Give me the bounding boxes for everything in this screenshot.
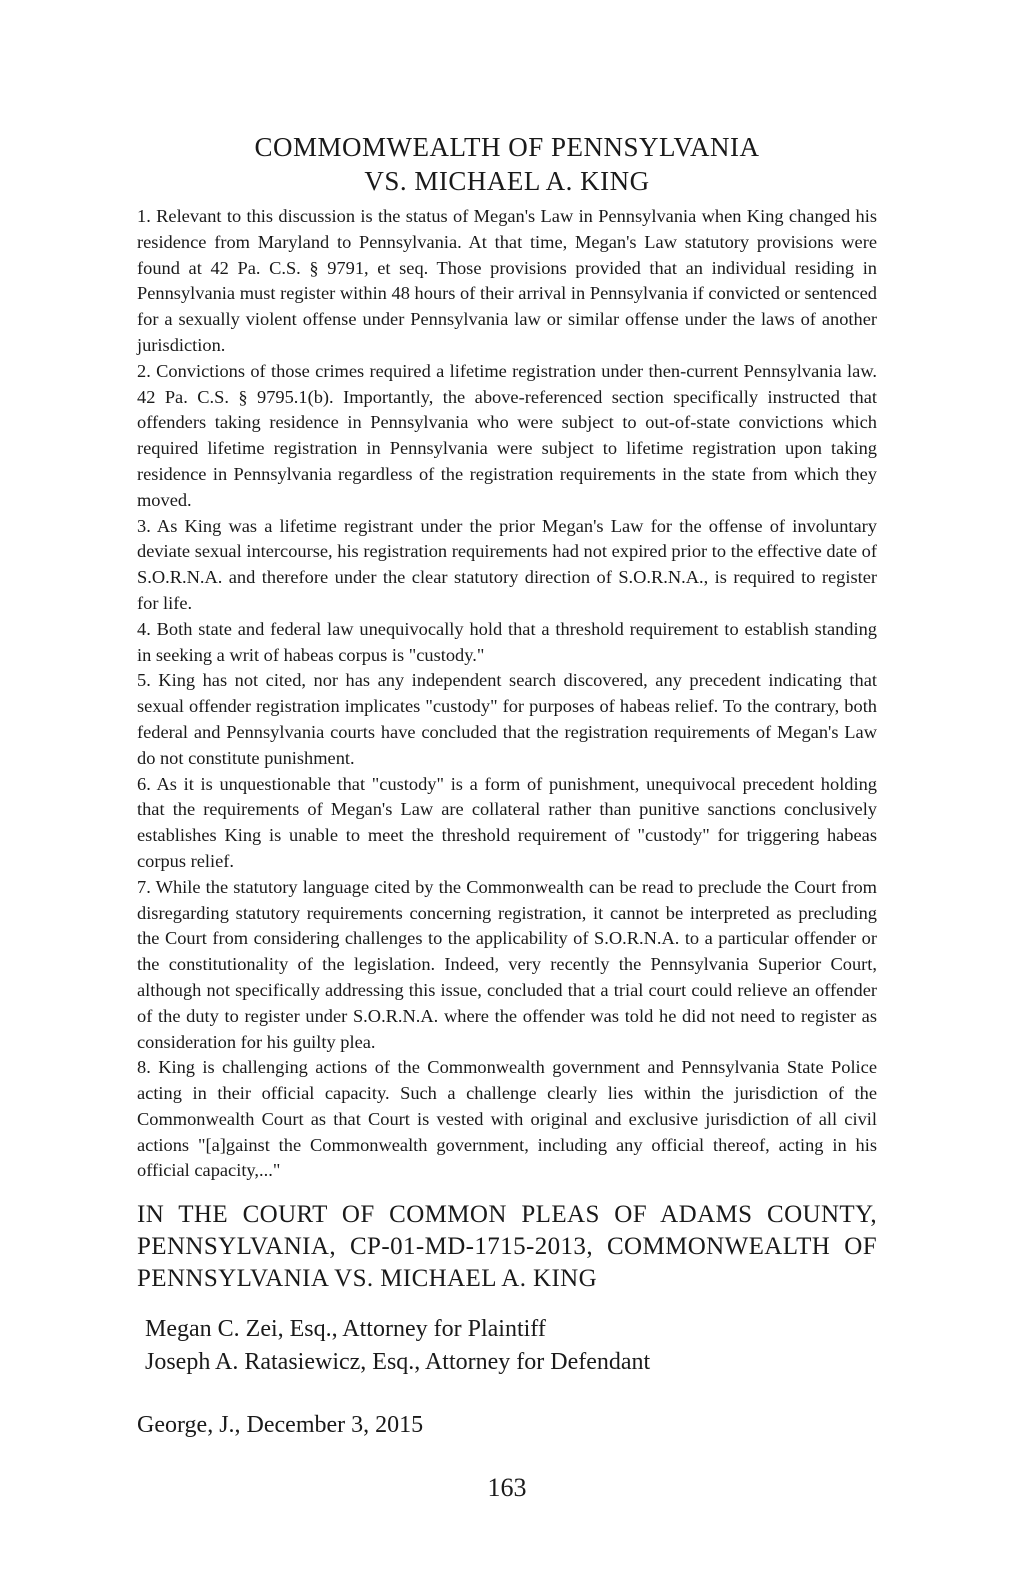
footnote-5: 5. King has not cited, nor has any independent search discovered, any precedent indicating that sexual offender registration implicates "custody" for purposes of habeas relief. To the contrary, both federal and Pennsylvania courts have concluded that the registration requirements of Megan's Law do not constitute punishment.	[137, 670, 877, 768]
case-title-line-2: VS. MICHAEL A. KING	[364, 166, 650, 196]
attorneys-block	[137, 1313, 877, 1379]
judge-date-line: George, J., December 3, 2015	[137, 1412, 424, 1439]
case-title	[137, 130, 877, 198]
footnote-7: 7. While the statutory language cited by the Commonwealth can be read to preclude the Court from disregarding statutory requirements concerning registration, it cannot be interpreted as precluding the Court from considering challenges to the applicability of S.O.R.N.A. to a particular offender or the constitutionality of the legislation. Indeed, very recently the Pennsylvania Superior Court, although not specifically addressing this issue, concluded that a trial court could relieve an offender of the duty to register under S.O.R.N.A. where the offender was told he did not need to register as consideration for his guilty plea.	[137, 876, 877, 1052]
plaintiff-attorney: Megan C. Zei, Esq., Attorney for Plaintiff	[145, 1316, 546, 1343]
footnote-6: 6. As it is unquestionable that "custody" is a form of punishment, unequivocal precedent holding that the requirements of Megan's Law are collateral rather than punitive sanctions conclusively establishes King is unable to meet the threshold requirement of "custody" for triggering habeas corpus relief.	[137, 773, 877, 871]
footnote-2: 2. Convictions of those crimes required a lifetime registration under then-current Pennsylvania law. 42 Pa. C.S. § 9795.1(b). Importantly, the above-referenced section specifically instructed that offenders taking residence in Pennsylvania who were subject to out-of-state convictions which required lifetime registration in Pennsylvania were subject to lifetime registration upon taking residence in Pennsylvania regardless of the registration requirements in the state from which they moved.	[137, 360, 877, 510]
footnotes-list	[137, 204, 877, 1184]
footnote-1: 1. Relevant to this discussion is the status of Megan's Law in Pennsylvania when King changed his residence from Maryland to Pennsylvania. At that time, Megan's Law statutory provisions were found at 42 Pa. C.S. § 9791, et seq. Those provisions provided that an individual residing in Pennsylvania must register within 48 hours of their arrival in Pennsylvania if convicted or sentenced for a sexually violent offense under Pennsylvania law or similar offense under the laws of another jurisdiction.	[137, 206, 877, 355]
document-page	[137, 130, 877, 1441]
footnote-4: 4. Both state and federal law unequivocally hold that a threshold requirement to establish standing in seeking a writ of habeas corpus is "custody."	[137, 618, 877, 665]
case-title-line-1: COMMOMWEALTH OF PENNSYLVANIA	[254, 132, 760, 162]
court-heading: IN THE COURT OF COMMON PLEAS OF ADAMS COUNTY, PENNSYLVANIA, CP-01-MD-1715-2013, COMMONWEALTH OF PENNSYLVANIA VS. MICHAEL A. KING	[137, 1201, 877, 1293]
footnote-3: 3. As King was a lifetime registrant under the prior Megan's Law for the offense of involuntary deviate sexual intercourse, his registration requirements had not expired prior to the effective date of S.O.R.N.A. and therefore under the clear statutory direction of S.O.R.N.A., is required to register for life.	[137, 515, 877, 613]
page-number: 163	[487, 1473, 527, 1502]
footnote-8: 8. King is challenging actions of the Commonwealth government and Pennsylvania State Police acting in their official capacity. Such a challenge clearly lies within the jurisdiction of the Commonwealth Court as that Court is vested with original and exclusive jurisdiction of all civil actions "[a]gainst the Commonwealth government, including any official thereof, acting in his official capacity,..."	[137, 1057, 877, 1181]
defendant-attorney: Joseph A. Ratasiewicz, Esq., Attorney for Defendant	[145, 1349, 651, 1376]
